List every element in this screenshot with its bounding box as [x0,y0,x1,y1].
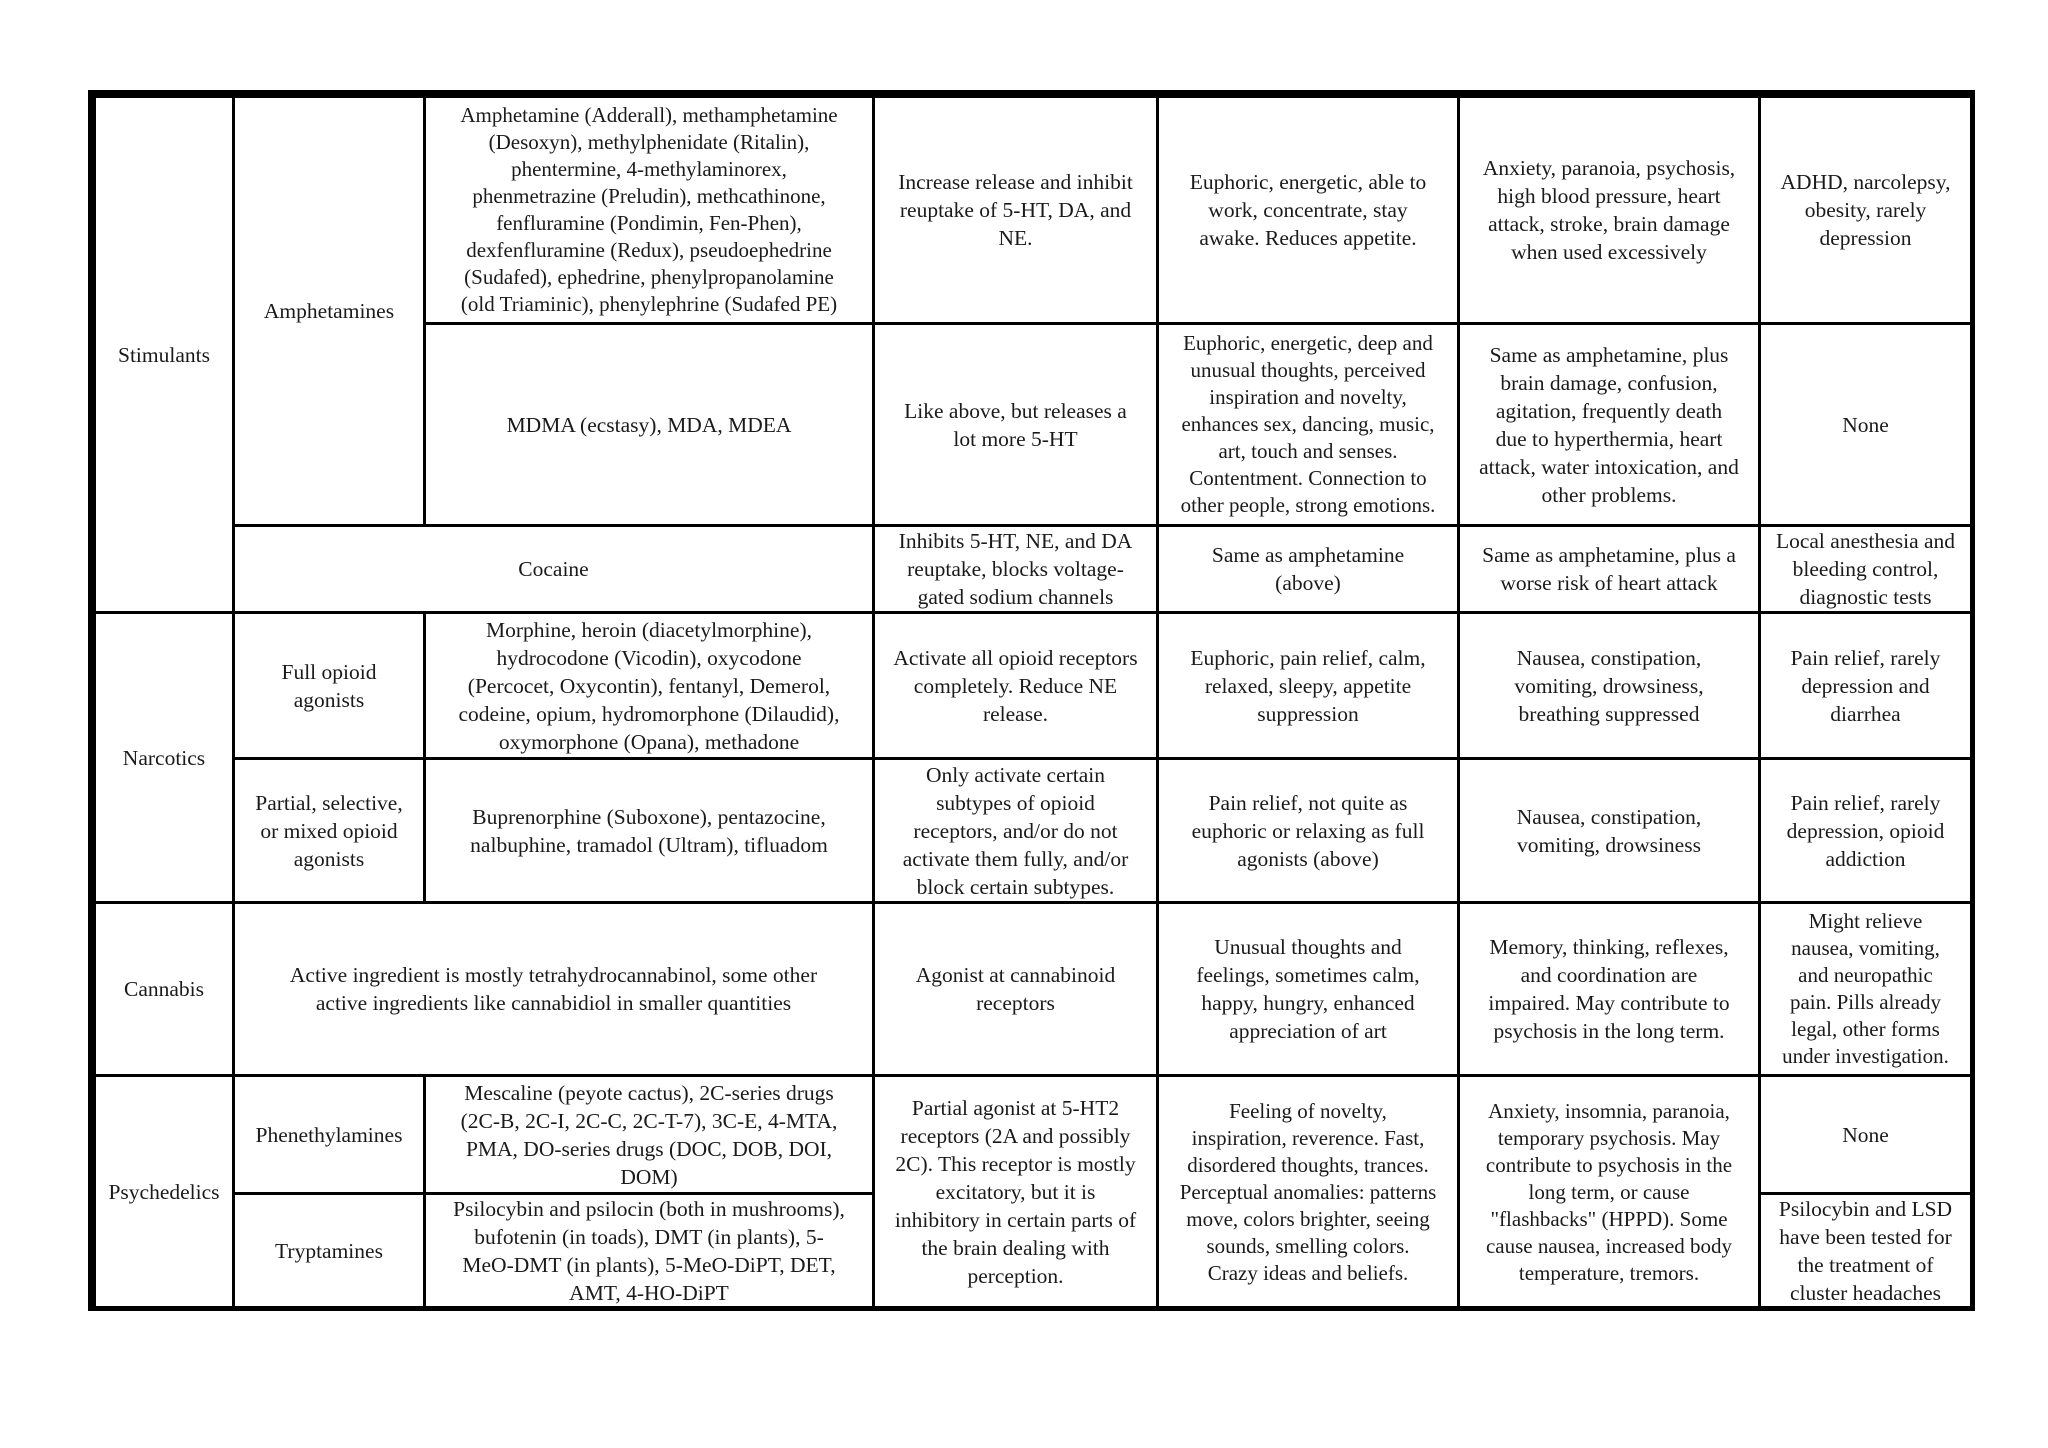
uses-cell: None [1760,324,1972,526]
drugs-cell: Psilocybin and psilocin (both in mushrooms), bufotenin (in toads), DMT (in plants), 5- MeO-DMT (in plants), 5-MeO-DiPT, DET, AMT, 4-HO-DiPT [425,1194,874,1309]
drugs-cell: Buprenorphine (Suboxone), pentazocine, nalbuphine, tramadol (Ultram), tifluadom [425,759,874,903]
category-cell: Narcotics [95,613,234,903]
mechanism-cell: Agonist at cannabinoid receptors [874,903,1158,1076]
uses-cell: ADHD, narcolepsy, obesity, rarely depression [1760,97,1972,324]
mechanism-cell: Activate all opioid receptors completely. Reduce NE release. [874,613,1158,759]
uses-cell: Pain relief, rarely depression and diarrhea [1760,613,1972,759]
drug-classification-table [93,95,1973,1310]
effects-cell: Same as amphetamine (above) [1158,526,1459,613]
effects-cell: Unusual thoughts and feelings, sometimes calm, happy, hungry, enhanced appreciation of art [1158,903,1459,1076]
risks-cell: Nausea, constipation, vomiting, drowsiness, breathing suppressed [1459,613,1760,759]
table-row [95,613,1972,759]
risks-cell: Anxiety, insomnia, paranoia, temporary psychosis. May contribute to psychosis in the long term, or cause "flashbacks" (HPPD). Some cause nausea, increased body temperature, tremors. [1459,1076,1760,1309]
uses-cell: Might relieve nausea, vomiting, and neuropathic pain. Pills already legal, other forms under investigation. [1760,903,1972,1076]
risks-cell: Memory, thinking, reflexes, and coordination are impaired. May contribute to psychosis in the long term. [1459,903,1760,1076]
category-cell: Cannabis [95,903,234,1076]
effects-cell: Euphoric, energetic, able to work, concentrate, stay awake. Reduces appetite. [1158,97,1459,324]
risks-cell: Anxiety, paranoia, psychosis, high blood pressure, heart attack, stroke, brain damage when used excessively [1459,97,1760,324]
mechanism-cell: Inhibits 5-HT, NE, and DA reuptake, blocks voltage- gated sodium channels [874,526,1158,613]
uses-cell: None [1760,1076,1972,1194]
drugs-cell: Amphetamine (Adderall), methamphetamine (Desoxyn), methylphenidate (Ritalin), phentermine, 4-methylaminorex, phenmetrazine (Preludin), methcathinone, fenfluramine (Pondimin, Fen-Phen), dexfenfluramine (Redux), pseudoephedrine (Sudafed), ephedrine, phenylpropanolamine (old Triaminic), phenylephrine (Sudafed PE) [425,97,874,324]
drugs-cell: Mescaline (peyote cactus), 2C-series drugs (2C-B, 2C-I, 2C-C, 2C-T-7), 3C-E, 4-MTA, PMA, DO-series drugs (DOC, DOB, DOI, DOM) [425,1076,874,1194]
category-cell: Psychedelics [95,1076,234,1309]
drug-classification-table-frame [88,90,1975,1311]
uses-cell: Local anesthesia and bleeding control, diagnostic tests [1760,526,1972,613]
subclass-cell: Tryptamines [234,1194,425,1309]
mechanism-cell: Partial agonist at 5-HT2 receptors (2A and possibly 2C). This receptor is mostly excitatory, but it is inhibitory in certain parts of the brain dealing with perception. [874,1076,1158,1309]
risks-cell: Same as amphetamine, plus brain damage, confusion, agitation, frequently death due to hyperthermia, heart attack, water intoxication, and other problems. [1459,324,1760,526]
effects-cell: Feeling of novelty, inspiration, reverence. Fast, disordered thoughts, trances. Perceptual anomalies: patterns move, colors brighter, seeing sounds, smelling colors. Crazy ideas and beliefs. [1158,1076,1459,1309]
table-row [95,759,1972,903]
mechanism-cell: Only activate certain subtypes of opioid receptors, and/or do not activate them fully, and/or block certain subtypes. [874,759,1158,903]
drugs-cell: Active ingredient is mostly tetrahydrocannabinol, some other active ingredients like cannabidiol in smaller quantities [234,903,874,1076]
table-row [95,903,1972,1076]
category-cell: Stimulants [95,97,234,613]
mechanism-cell: Increase release and inhibit reuptake of 5-HT, DA, and NE. [874,97,1158,324]
drugs-cell: MDMA (ecstasy), MDA, MDEA [425,324,874,526]
drugs-cell: Morphine, heroin (diacetylmorphine), hydrocodone (Vicodin), oxycodone (Percocet, Oxycontin), fentanyl, Demerol, codeine, opium, hydromorphone (Dilaudid), oxymorphone (Opana), methadone [425,613,874,759]
risks-cell: Same as amphetamine, plus a worse risk of heart attack [1459,526,1760,613]
table-row [95,1076,1972,1194]
subclass-cell: Phenethylamines [234,1076,425,1194]
uses-cell: Psilocybin and LSD have been tested for the treatment of cluster headaches [1760,1194,1972,1309]
effects-cell: Euphoric, pain relief, calm, relaxed, sleepy, appetite suppression [1158,613,1459,759]
uses-cell: Pain relief, rarely depression, opioid addiction [1760,759,1972,903]
risks-cell: Nausea, constipation, vomiting, drowsiness [1459,759,1760,903]
mechanism-cell: Like above, but releases a lot more 5-HT [874,324,1158,526]
subclass-cell: Full opioid agonists [234,613,425,759]
table-row [95,97,1972,324]
effects-cell: Pain relief, not quite as euphoric or relaxing as full agonists (above) [1158,759,1459,903]
table-row [95,526,1972,613]
effects-cell: Euphoric, energetic, deep and unusual thoughts, perceived inspiration and novelty, enhances sex, dancing, music, art, touch and senses. Contentment. Connection to other people, strong emotions. [1158,324,1459,526]
subclass-cell: Partial, selective, or mixed opioid agonists [234,759,425,903]
subclass-cell: Amphetamines [234,97,425,526]
drugs-cell: Cocaine [234,526,874,613]
